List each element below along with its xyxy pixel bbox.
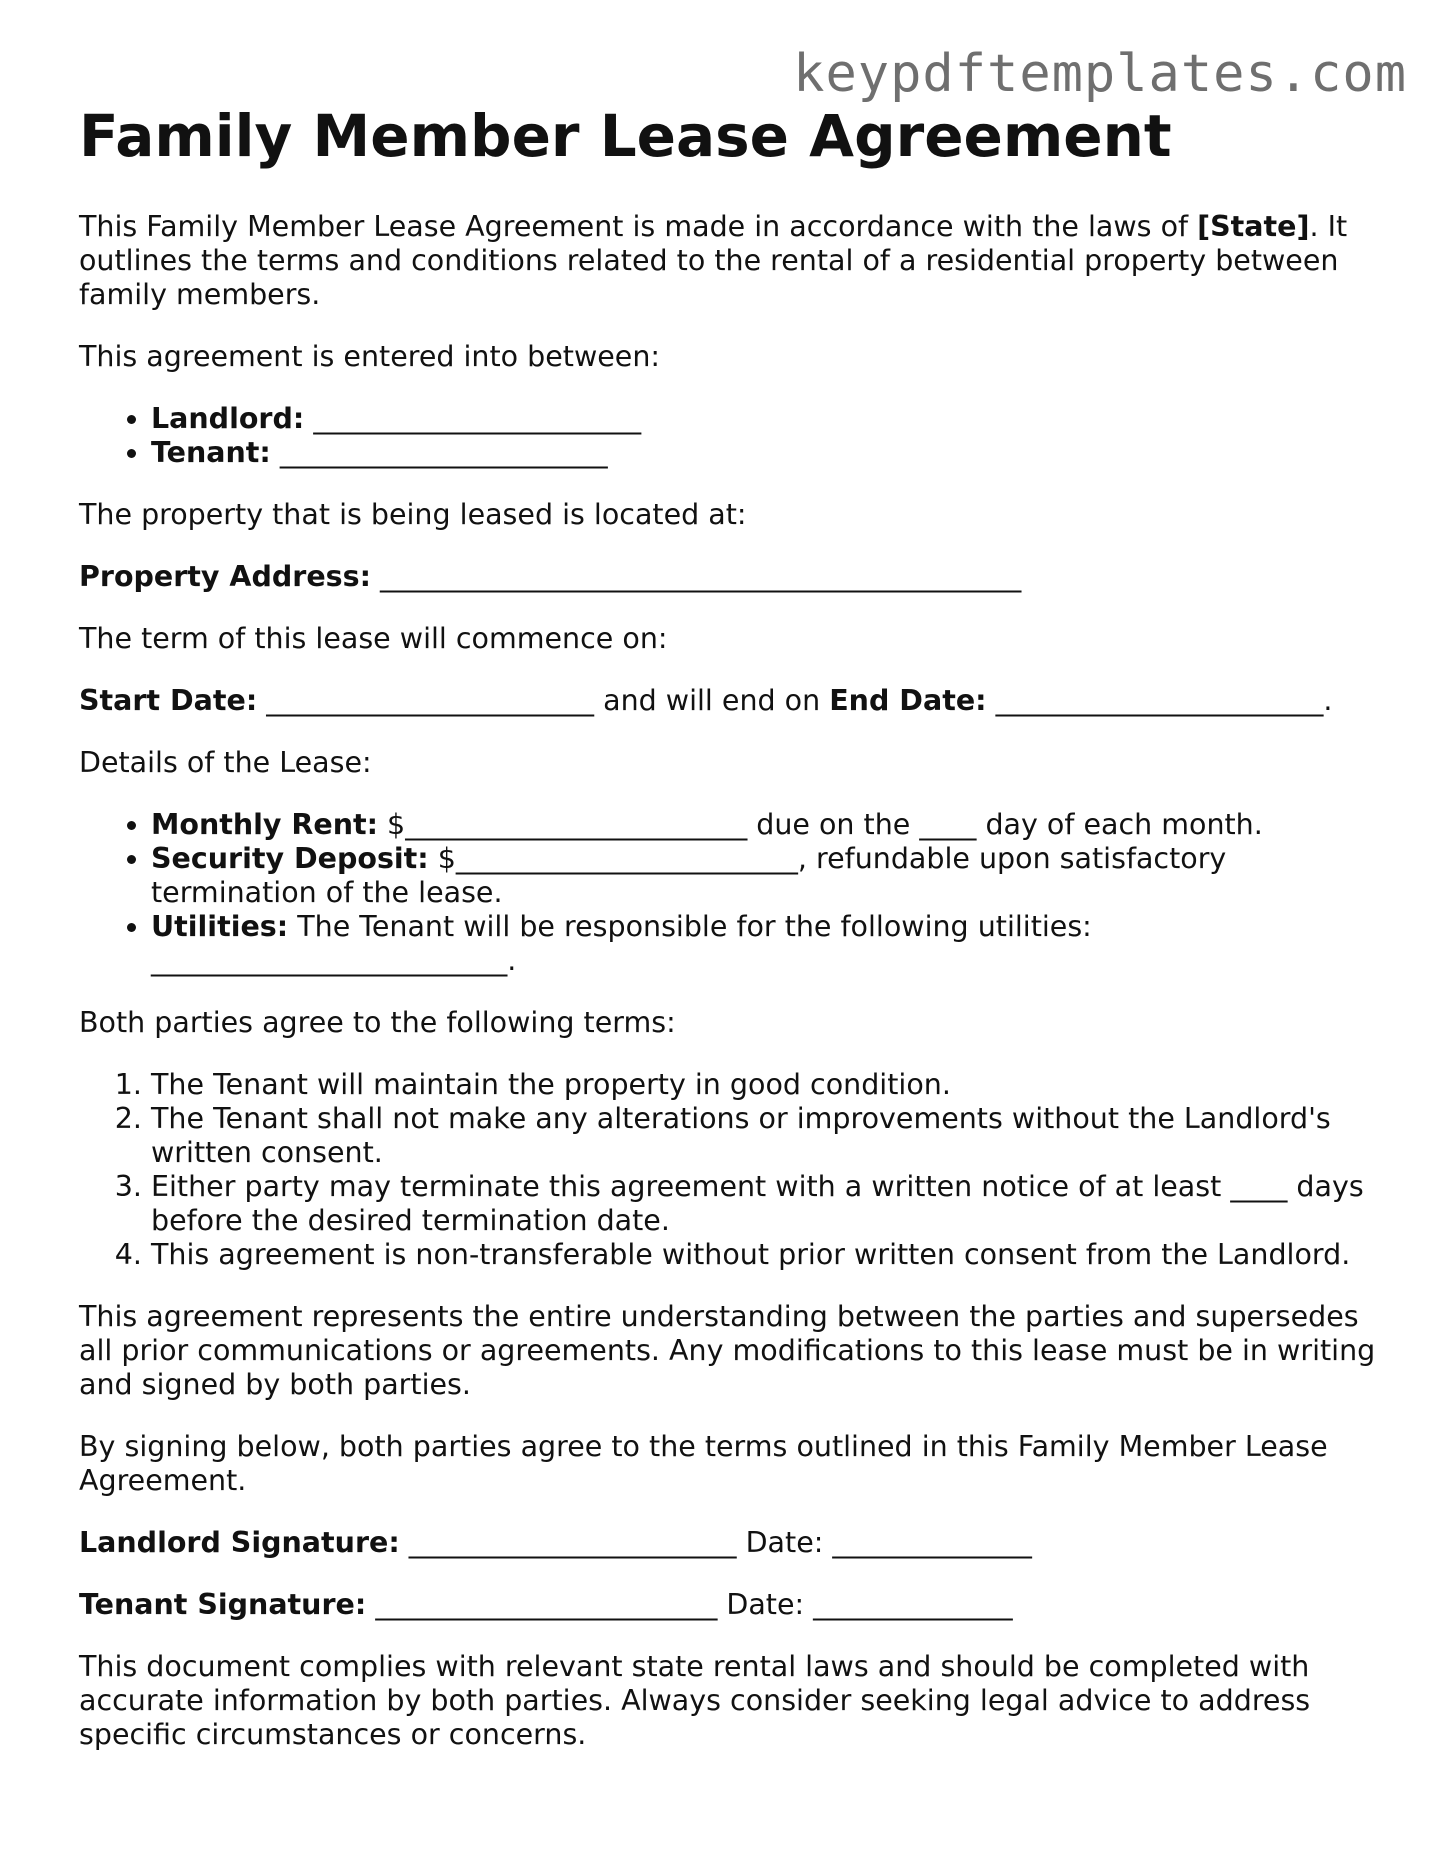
detail-text: $________________________, refundable upon satisfactory termination of the lease.	[151, 842, 1227, 909]
landlord-signature-label: Landlord Signature:	[79, 1526, 400, 1559]
detail-text: The Tenant will be responsible for the following utilities: _________________________.	[151, 910, 1092, 977]
property-address-line	[79, 560, 1379, 594]
closing-paragraph: This document complies with relevant state rental laws and should be completed with accurate information by both parties. Always consider seeking legal advice to address specific circumstances or concerns.	[79, 1650, 1311, 1751]
terms-intro: Both parties agree to the following terms:	[79, 1006, 676, 1039]
watermark-text: keypdftemplates.com	[793, 44, 1407, 104]
detail-security-deposit	[151, 842, 1379, 910]
landlord-signature-line	[79, 1526, 1379, 1560]
term-item: 4. This agreement is non-transferable without prior written consent from the Landlord.	[151, 1238, 1379, 1272]
terms-list	[79, 1068, 1379, 1272]
end-date-label: End Date:	[829, 684, 987, 717]
party-landlord	[151, 402, 1379, 436]
document-body	[79, 100, 1379, 1780]
entire-agreement-paragraph: This agreement represents the entire understanding between the parties and supersedes all prior communications or agreements. Any modifications to this lease must be in writing and signed by both parties.	[79, 1300, 1376, 1401]
landlord-signature-blank: _______________________ Date: ______________	[399, 1526, 1032, 1559]
detail-label: Security Deposit:	[151, 842, 429, 875]
lease-details-list	[79, 808, 1379, 978]
term-intro: The term of this lease will commence on:	[79, 622, 668, 655]
intro-paragraph	[79, 210, 1379, 312]
details-intro: Details of the Lease:	[79, 746, 372, 779]
party-blank: _______________________	[304, 402, 642, 435]
term-item: 3. Either party may terminate this agreement with a written notice of at least ____ days before the desired termination date.	[151, 1170, 1379, 1238]
tenant-signature-label: Tenant Signature:	[79, 1588, 367, 1621]
start-date-blank: _______________________ and will end on	[257, 684, 830, 717]
detail-monthly-rent	[151, 808, 1379, 842]
party-tenant	[151, 436, 1379, 470]
document-title: Family Member Lease Agreement	[79, 102, 1172, 170]
detail-label: Utilities:	[151, 910, 289, 943]
property-address-label: Property Address:	[79, 560, 371, 593]
parties-intro: This agreement is entered into between:	[79, 340, 661, 373]
term-item: 2. The Tenant shall not make any alterations or improvements without the Landlord's written consent.	[151, 1102, 1379, 1170]
party-label: Tenant:	[151, 436, 271, 469]
state-placeholder: [State]	[1197, 210, 1310, 243]
property-intro: The property that is being leased is located at:	[79, 498, 747, 531]
parties-list	[79, 402, 1379, 470]
detail-label: Monthly Rent:	[151, 808, 378, 841]
detail-utilities	[151, 910, 1379, 978]
end-date-blank: _______________________.	[986, 684, 1333, 717]
tenant-signature-blank: ________________________ Date: ______________	[366, 1588, 1013, 1621]
signing-intro: By signing below, both parties agree to the terms outlined in this Family Member Lease Agreement.	[79, 1430, 1328, 1497]
term-item: 1. The Tenant will maintain the property in good condition.	[151, 1068, 1379, 1102]
start-date-label: Start Date:	[79, 684, 258, 717]
detail-text: $________________________ due on the ____ day of each month.	[378, 808, 1263, 841]
party-label: Landlord:	[151, 402, 305, 435]
intro-text-after: . It outlines the terms and conditions related to the rental of a residential property between family members.	[79, 210, 1348, 311]
term-dates-line	[79, 684, 1379, 718]
tenant-signature-line	[79, 1588, 1379, 1622]
property-address-blank: _____________________________________________	[371, 560, 1022, 593]
intro-text-before: This Family Member Lease Agreement is made in accordance with the laws of	[79, 210, 1198, 243]
party-blank: _______________________	[270, 436, 608, 469]
